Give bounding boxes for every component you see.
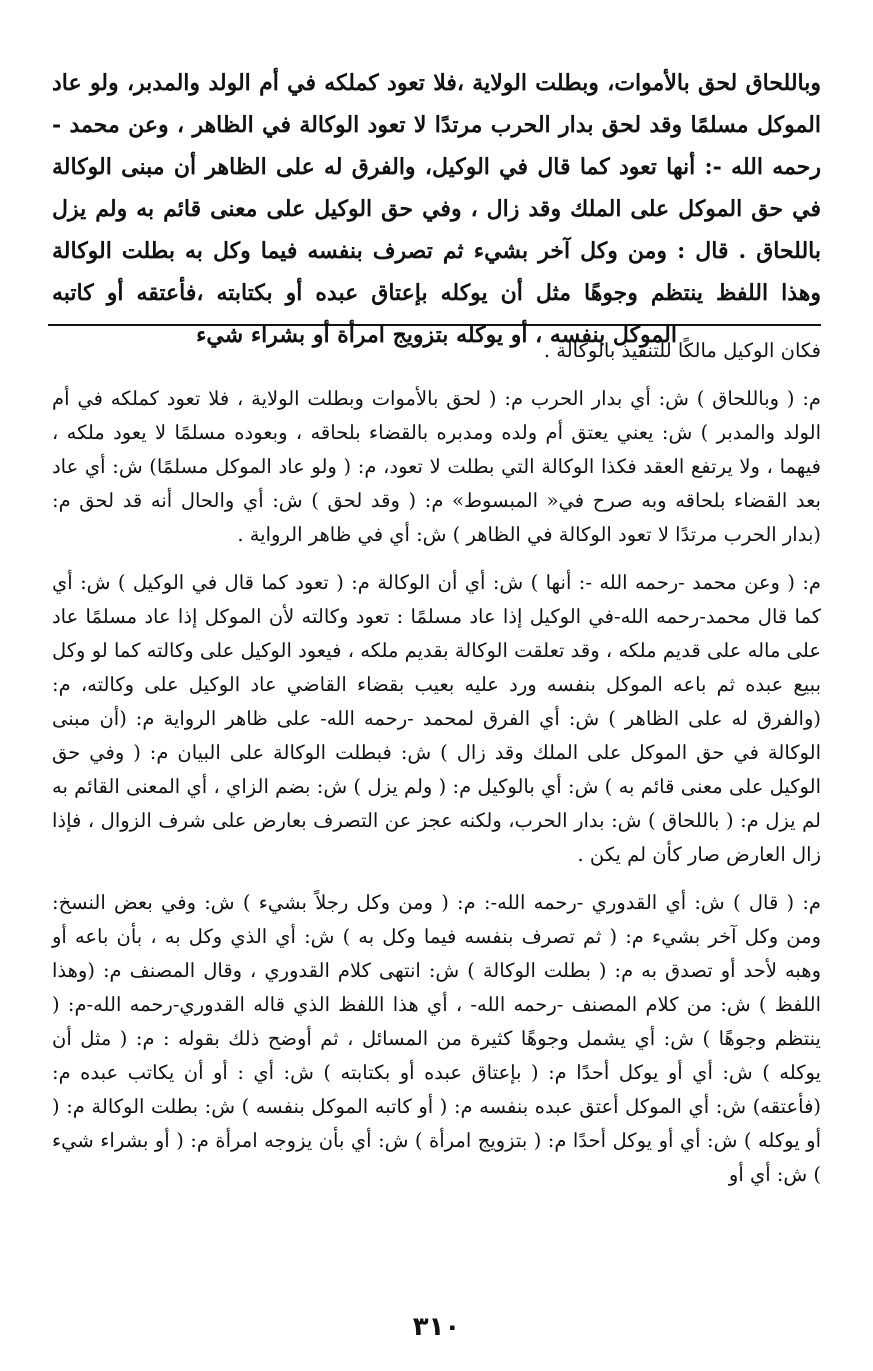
matn-text: وباللحاق لحق بالأموات، وبطلت الولاية ،فلا تعود كملكه في أم الولد والمدبر، ولو عاد الموكل مسلمًا وقد لحق بدار الحرب مرتدًا لا تعود الوكالة في الظاهر ، وعن محمد - رحمه الله -: أنها تعود كما قال في الوكيل، والفرق له على الظاهر أن مبنى الوكالة في حق الموكل على الملك وقد زال ، وفي حق الوكيل على معنى قائم به ولم يزل باللحاق . قال : ومن وكل آخر بشيء ثم تصرف بنفسه فيما وكل به بطلت الوكالة وهذا اللفظ ينتظم وجوهًا مثل أن يوكله بإعتاق عبده أو بكتابته ،فأعتقه أو كاتبه الموكل بنفسه ، أو يوكله بتزويج امرأة أو بشراء شيء xyxy=(52,70,821,348)
commentary-lead: فكان الوكيل مالكًا للتنفيذ بالوكالة . xyxy=(543,339,821,362)
commentary-paragraph-1: م: ( وباللحاق ) ش: أي بدار الحرب م: ( لحق بالأموات وبطلت الولاية ، فلا تعود كملكه في أم الولد والمدبر ) ش: يعني يعتق أم ولده ومدبره بالقضاء بلحاقه ، وبعوده مسلمًا لا يعود ملكه ، فيهما ، ولا يرتفع العقد فكذا الوكالة التي بطلت لا تعود، م: ( ولو عاد الموكل مسلمًا) ش: أي عاد بعد القضاء بلحاقه وبه صرح في« المبسوط» م: ( وقد لحق ) ش: أي والحال أنه قد لحق م: (بدار الحرب مرتدًا لا تعود الوكالة في الظاهر ) ش: أي في ظاهر الرواية . xyxy=(52,387,821,546)
commentary-paragraph-3: م: ( قال ) ش: أي القدوري -رحمه الله-: م: ( ومن وكل رجلاً بشيء ) ش: وفي بعض النسخ: ومن وكل آخر بشيء م: ( ثم تصرف بنفسه فيما وكل به ) ش: أي الذي وكل به ، بأن باعه أو وهبه لأحد أو تصدق به م: ( بطلت الوكالة ) ش: انتهى كلام القدوري ، وقال المصنف م: (وهذا اللفظ ) ش: من كلام المصنف -رحمه الله- ، أي هذا اللفظ الذي قاله القدوري-رحمه الله-م: ( ينتظم وجوهًا ) ش: أي يشمل وجوهًا كثيرة من المسائل ، ثم أوضح ذلك بقوله : م: ( مثل أن يوكله ) ش: أي أو يوكل أحدًا م: ( بإعتاق عبده أو بكتابته ) ش: أي : أو أن يكاتب عبده م: (فأعتقه) ش: أي الموكل أعتق عبده بنفسه م: ( أو كاتبه الموكل بنفسه ) ش: بطلت الوكالة م: ( أو يوكله ) ش: أي أو يوكل أحدًا م: ( بتزويج امرأة ) ش: أي بأن يزوجه امرأة م: ( أو بشراء شيء ) ش: أي أو xyxy=(52,891,821,1186)
page-number: ٣١٠ xyxy=(412,1312,461,1342)
commentary-paragraph-2: م: ( وعن محمد -رحمه الله -: أنها ) ش: أي أن الوكالة م: ( تعود كما قال في الوكيل ) ش: أي كما قال محمد-رحمه الله-في الوكيل إذا عاد مسلمًا : تعود وكالته لأن الموكل إذا عاد مسلمًا عاد على ماله على قديم ملكه ، وقد تعلقت الوكالة بقديم ملكه ، فيعود الوكيل على وكالته كما لو وكل ببيع عبده ثم باعه الموكل بنفسه ورد عليه بعيب بقضاء القاضي عاد الوكيل على وكالته، م: (والفرق له على الظاهر ) ش: أي الفرق لمحمد -رحمه الله- على ظاهر الرواية م: (أن مبنى الوكالة في حق الموكل على الملك وقد زال ) ش: فبطلت الوكالة على البيان م: ( وفي حق الوكيل على معنى قائم به ) ش: أي بالوكيل م: ( ولم يزل ) ش: بضم الزاي ، أي المعنى القائم به لم يزل م: ( باللحاق ) ش: بدار الحرب، ولكنه عجز عن التصرف بعارض على شرف الزوال ، فإذا زال العارض صار كأن لم يكن . xyxy=(52,571,821,866)
